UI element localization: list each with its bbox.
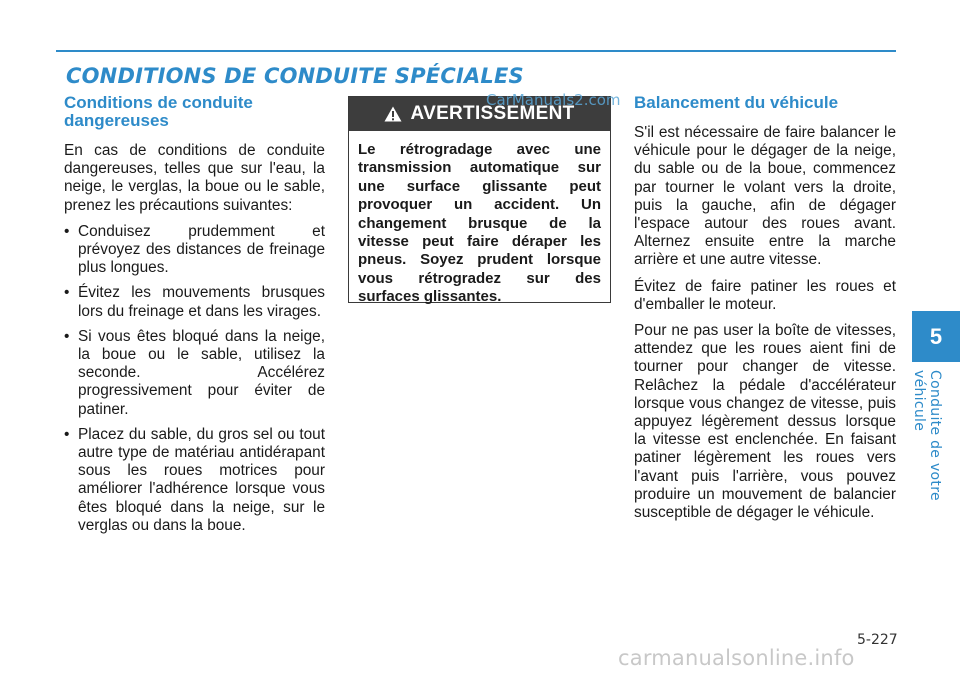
- watermark-top: CarManuals2.com: [486, 91, 621, 109]
- watermark-bottom: carmanualsonline.info: [618, 646, 855, 670]
- chapter-tab[interactable]: 5: [912, 311, 960, 362]
- bullet-icon: •: [64, 222, 70, 240]
- paragraph: Pour ne pas user la boîte de vitesses, attendez que les roues aient fini de tourner pour changer de vitesse. Relâchez la pédale d'accélérateur lorsque vous changez de vitesse, puis appuyez légèrement dessus lorsque la vitesse est enclenchée. En faisant patiner légèrement les roues vers l'avant puis l'arrière, vous pouvez produire un mouvement de balancier susceptible de dégager le véhicule.: [634, 322, 896, 522]
- bullet-icon: •: [64, 327, 70, 345]
- left-column: [64, 94, 325, 542]
- section-title: CONDITIONS DE CONDUITE SPÉCIALES: [66, 64, 524, 88]
- list-item: [64, 223, 325, 278]
- heading-rocking-vehicle: Balancement du véhicule: [634, 93, 839, 112]
- warning-title: AVERTISSEMENT: [410, 103, 575, 124]
- heading-dangerous-conditions: Conditions de conduite dangereuses: [64, 93, 253, 130]
- list-item: [64, 426, 325, 535]
- warning-box: [348, 96, 611, 306]
- list-item: [64, 284, 325, 320]
- list-item-text: Évitez les mouvements brusques lors du freinage et dans les virages.: [78, 284, 325, 320]
- intro-paragraph: En cas de conditions de conduite dangereuses, telles que sur l'eau, la neige, le verglas, la boue ou le sable, prenez les précautions suivantes:: [64, 142, 325, 214]
- warning-text: Le rétrogradage avec une transmission automatique sur une surface glissante peut provoquer un accident. Un changement brusque de la vitesse peut faire déraper les pneus. Soyez prudent lorsque vous rétrogradez sur des surfaces glissantes.: [358, 141, 601, 306]
- paragraph: S'il est nécessaire de faire balancer le véhicule pour le dégager de la neige, du sable ou de la boue, commencez par tourner le volant vers la droite, puis la gauche, afin de dégager l'espace autour des roues avant. Alternez ensuite entre la marche arrière et une autre vitesse.: [634, 124, 896, 269]
- header-rule: [56, 50, 896, 52]
- list-item-text: Placez du sable, du gros sel ou tout autre type de matériau antidérapant sous les roues motrices pour améliorer l'adhérence lorsque vous êtes bloqué dans la neige, sur le verglas ou dans la boue.: [78, 425, 325, 534]
- chapter-title: Conduite de votre véhicule: [911, 370, 943, 501]
- bullet-icon: •: [64, 425, 70, 443]
- warning-triangle-icon: [384, 106, 402, 122]
- list-item-text: Si vous êtes bloqué dans la neige, la boue ou le sable, utilisez la seconde. Accélérez progressivement pour éviter de patiner.: [78, 327, 325, 418]
- paragraph: Évitez de faire patiner les roues et d'emballer le moteur.: [634, 277, 896, 313]
- precautions-list: [64, 223, 325, 535]
- list-item: [64, 328, 325, 419]
- list-item-text: Conduisez prudemment et prévoyez des distances de freinage plus longues.: [78, 222, 325, 277]
- right-column: [634, 94, 896, 530]
- page-number: 5-227: [857, 632, 898, 648]
- bullet-icon: •: [64, 284, 70, 302]
